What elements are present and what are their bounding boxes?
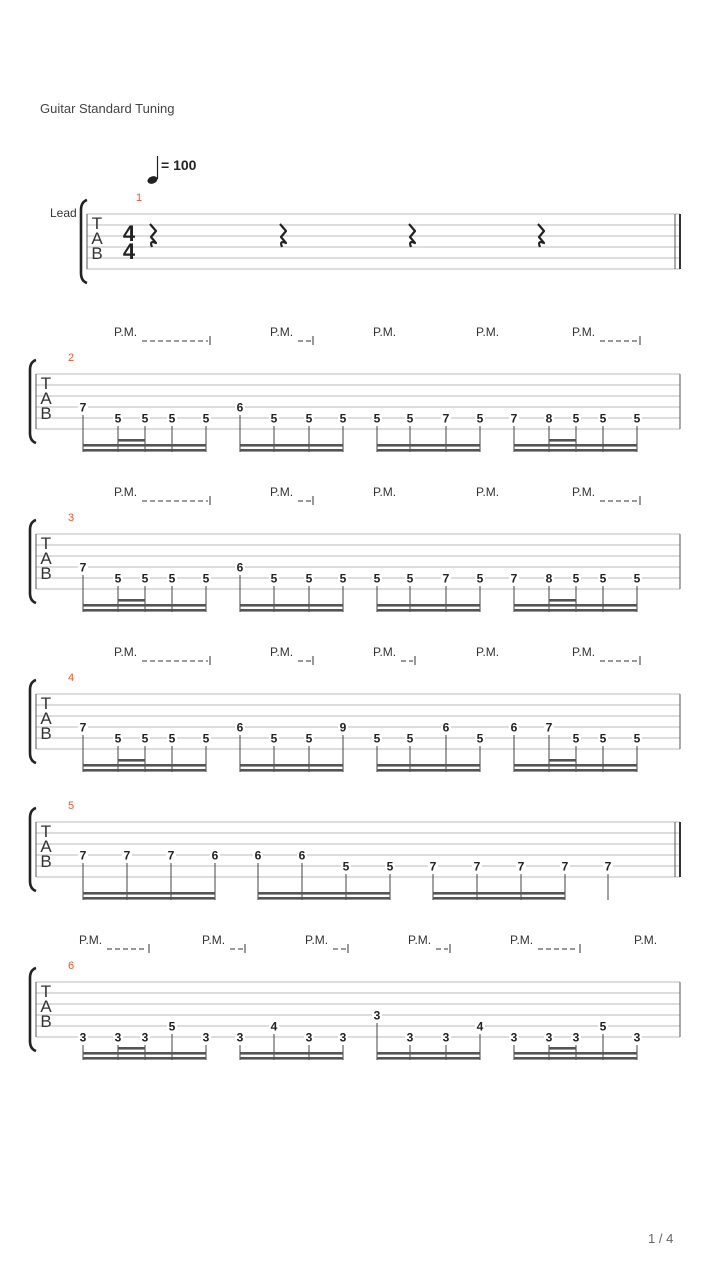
- fret-number: 7: [604, 859, 612, 874]
- tab-clef-letter: B: [40, 564, 52, 583]
- beam-primary: [514, 609, 637, 612]
- beam-secondary: [83, 764, 206, 767]
- palm-mute-label: P.M.: [270, 325, 294, 339]
- beam-secondary: [377, 764, 480, 767]
- tab-clef-letter: T: [40, 822, 52, 841]
- beam-secondary: [240, 1052, 343, 1055]
- fret-number: 3: [236, 1030, 244, 1045]
- fret-number: 5: [599, 1019, 607, 1034]
- fret-number: 5: [202, 571, 210, 586]
- beam-tertiary: [549, 1047, 576, 1050]
- fret-number: 6: [236, 720, 244, 735]
- beam-primary: [83, 1057, 206, 1060]
- system-bracket: [30, 360, 36, 443]
- fret-number: 5: [270, 731, 278, 746]
- fret-number: 7: [442, 411, 450, 426]
- beam-tertiary: [549, 599, 576, 602]
- fret-number: 5: [476, 571, 484, 586]
- beam-secondary: [514, 604, 637, 607]
- beam-primary: [83, 609, 206, 612]
- beam-secondary: [83, 1052, 206, 1055]
- beam-tertiary: [118, 439, 145, 442]
- tab-clef-letter: A: [40, 709, 52, 728]
- beam-primary: [377, 449, 480, 452]
- fret-number: 7: [429, 859, 437, 874]
- tab-clef-letter: B: [40, 724, 52, 743]
- fret-number: 5: [572, 571, 580, 586]
- fret-number: 5: [202, 411, 210, 426]
- fret-number: 8: [545, 411, 553, 426]
- fret-number: 6: [298, 848, 306, 863]
- tab-clef-letter: B: [40, 852, 52, 871]
- tab-clef-letter: A: [40, 389, 52, 408]
- fret-number: 3: [202, 1030, 210, 1045]
- fret-number: 7: [79, 848, 87, 863]
- fret-number: 5: [406, 571, 414, 586]
- fret-number: 7: [561, 859, 569, 874]
- fret-number: 5: [373, 731, 381, 746]
- fret-number: 7: [473, 859, 481, 874]
- fret-number: 7: [123, 848, 131, 863]
- beam-secondary: [83, 444, 206, 447]
- fret-number: 5: [572, 731, 580, 746]
- palm-mute-label: P.M.: [572, 485, 596, 499]
- beam-primary: [83, 449, 206, 452]
- tab-clef-letter: B: [91, 244, 103, 263]
- fret-number: 5: [633, 731, 641, 746]
- beam-secondary: [433, 892, 565, 895]
- beam-secondary: [514, 1052, 637, 1055]
- tab-clef-letter: T: [40, 534, 52, 553]
- system-bracket: [81, 200, 87, 283]
- fret-number: 5: [305, 571, 313, 586]
- fret-number: 5: [168, 1019, 176, 1034]
- tab-clef-letter: A: [40, 549, 52, 568]
- tab-clef-letter: A: [91, 229, 103, 248]
- palm-mute-label: P.M.: [114, 325, 138, 339]
- fret-number: 5: [633, 571, 641, 586]
- fret-number: 5: [114, 411, 122, 426]
- fret-number: 5: [406, 731, 414, 746]
- beam-tertiary: [549, 759, 576, 762]
- fret-number: 7: [510, 411, 518, 426]
- palm-mute-label: P.M.: [408, 933, 432, 947]
- beam-secondary: [83, 892, 215, 895]
- fret-number: 3: [633, 1030, 641, 1045]
- measure-number: 5: [67, 800, 75, 812]
- fret-number: 5: [305, 731, 313, 746]
- beam-primary: [240, 769, 343, 772]
- track-name: Lead: [50, 206, 77, 220]
- palm-mute-label: P.M.: [476, 325, 500, 339]
- palm-mute-label: P.M.: [114, 645, 138, 659]
- tuning-label: Guitar Standard Tuning: [40, 101, 175, 116]
- tab-clef-letter: A: [40, 837, 52, 856]
- palm-mute-label: P.M.: [373, 325, 397, 339]
- fret-number: 3: [545, 1030, 553, 1045]
- fret-number: 7: [510, 571, 518, 586]
- beam-primary: [240, 609, 343, 612]
- fret-number: 7: [167, 848, 175, 863]
- measure-number: 6: [67, 960, 75, 972]
- fret-number: 5: [202, 731, 210, 746]
- beam-primary: [514, 1057, 637, 1060]
- fret-number: 6: [236, 560, 244, 575]
- palm-mute-label: P.M.: [634, 933, 658, 947]
- beam-secondary: [377, 1052, 480, 1055]
- fret-number: 7: [79, 720, 87, 735]
- fret-number: 5: [270, 411, 278, 426]
- beam-primary: [377, 769, 480, 772]
- beam-secondary: [514, 764, 637, 767]
- fret-number: 5: [476, 411, 484, 426]
- palm-mute-label: P.M.: [270, 645, 294, 659]
- fret-number: 5: [270, 571, 278, 586]
- fret-number: 8: [545, 571, 553, 586]
- fret-number: 5: [141, 571, 149, 586]
- tab-clef-letter: T: [40, 694, 52, 713]
- fret-number: 3: [79, 1030, 87, 1045]
- measure-number: 3: [67, 512, 75, 524]
- fret-number: 5: [168, 571, 176, 586]
- beam-secondary: [240, 444, 343, 447]
- beam-primary: [240, 1057, 343, 1060]
- beam-tertiary: [549, 439, 576, 442]
- tab-clef-letter: A: [40, 997, 52, 1016]
- beam-primary: [240, 449, 343, 452]
- tab-clef-letter: T: [40, 374, 52, 393]
- fret-number: 5: [599, 571, 607, 586]
- fret-number: 5: [599, 411, 607, 426]
- measure-number: 2: [67, 352, 75, 364]
- beam-tertiary: [118, 759, 145, 762]
- fret-number: 3: [141, 1030, 149, 1045]
- fret-number: 7: [442, 571, 450, 586]
- tab-clef-letter: B: [40, 1012, 52, 1031]
- fret-number: 5: [339, 571, 347, 586]
- beam-primary: [377, 1057, 480, 1060]
- palm-mute-label: P.M.: [79, 933, 103, 947]
- palm-mute-label: P.M.: [373, 645, 397, 659]
- beam-secondary: [377, 444, 480, 447]
- fret-number: 3: [572, 1030, 580, 1045]
- fret-number: 5: [599, 731, 607, 746]
- fret-number: 6: [442, 720, 450, 735]
- tab-clef-letter: T: [40, 982, 52, 1001]
- fret-number: 7: [517, 859, 525, 874]
- fret-number: 6: [254, 848, 262, 863]
- beam-primary: [83, 897, 215, 900]
- fret-number: 6: [510, 720, 518, 735]
- fret-number: 5: [305, 411, 313, 426]
- system-bracket: [30, 968, 36, 1051]
- fret-number: 5: [633, 411, 641, 426]
- beam-primary: [514, 449, 637, 452]
- page-indicator: 1 / 4: [648, 1231, 674, 1246]
- system-bracket: [30, 808, 36, 891]
- fret-number: 4: [270, 1019, 278, 1034]
- tempo-value: = 100: [161, 157, 197, 173]
- fret-number: 5: [168, 411, 176, 426]
- fret-number: 3: [406, 1030, 414, 1045]
- fret-number: 9: [339, 720, 347, 735]
- palm-mute-label: P.M.: [572, 325, 596, 339]
- fret-number: 3: [510, 1030, 518, 1045]
- system-bracket: [30, 520, 36, 603]
- palm-mute-label: P.M.: [373, 485, 397, 499]
- fret-number: 3: [305, 1030, 313, 1045]
- tab-clef-letter: B: [40, 404, 52, 423]
- palm-mute-label: P.M.: [476, 645, 500, 659]
- fret-number: 3: [114, 1030, 122, 1045]
- fret-number: 5: [373, 411, 381, 426]
- fret-number: 6: [211, 848, 219, 863]
- fret-number: 3: [339, 1030, 347, 1045]
- fret-number: 5: [572, 411, 580, 426]
- fret-number: 5: [373, 571, 381, 586]
- beam-secondary: [240, 604, 343, 607]
- tab-clef-letter: T: [91, 214, 103, 233]
- beam-primary: [377, 609, 480, 612]
- fret-number: 5: [114, 571, 122, 586]
- fret-number: 5: [476, 731, 484, 746]
- beam-tertiary: [118, 599, 145, 602]
- palm-mute-label: P.M.: [510, 933, 534, 947]
- beam-primary: [258, 897, 390, 900]
- time-signature-top: 4: [122, 221, 136, 246]
- fret-number: 5: [168, 731, 176, 746]
- beam-tertiary: [118, 1047, 145, 1050]
- beam-secondary: [514, 444, 637, 447]
- beam-secondary: [258, 892, 390, 895]
- fret-number: 5: [339, 411, 347, 426]
- fret-number: 5: [386, 859, 394, 874]
- palm-mute-label: P.M.: [305, 933, 329, 947]
- time-signature-bottom: 4: [122, 239, 136, 264]
- fret-number: 5: [406, 411, 414, 426]
- palm-mute-label: P.M.: [572, 645, 596, 659]
- fret-number: 7: [79, 400, 87, 415]
- beam-secondary: [83, 604, 206, 607]
- fret-number: 7: [545, 720, 553, 735]
- fret-number: 5: [141, 731, 149, 746]
- fret-number: 3: [373, 1008, 381, 1023]
- fret-number: 5: [141, 411, 149, 426]
- beam-primary: [433, 897, 565, 900]
- measure-number: 1: [135, 192, 143, 204]
- fret-number: 6: [236, 400, 244, 415]
- system-bracket: [30, 680, 36, 763]
- fret-number: 3: [442, 1030, 450, 1045]
- beam-secondary: [377, 604, 480, 607]
- beam-secondary: [240, 764, 343, 767]
- palm-mute-label: P.M.: [270, 485, 294, 499]
- fret-number: 7: [79, 560, 87, 575]
- palm-mute-label: P.M.: [202, 933, 226, 947]
- palm-mute-label: P.M.: [114, 485, 138, 499]
- beam-primary: [83, 769, 206, 772]
- fret-number: 4: [476, 1019, 484, 1034]
- measure-number: 4: [67, 672, 75, 684]
- fret-number: 5: [114, 731, 122, 746]
- palm-mute-label: P.M.: [476, 485, 500, 499]
- beam-primary: [514, 769, 637, 772]
- fret-number: 5: [342, 859, 350, 874]
